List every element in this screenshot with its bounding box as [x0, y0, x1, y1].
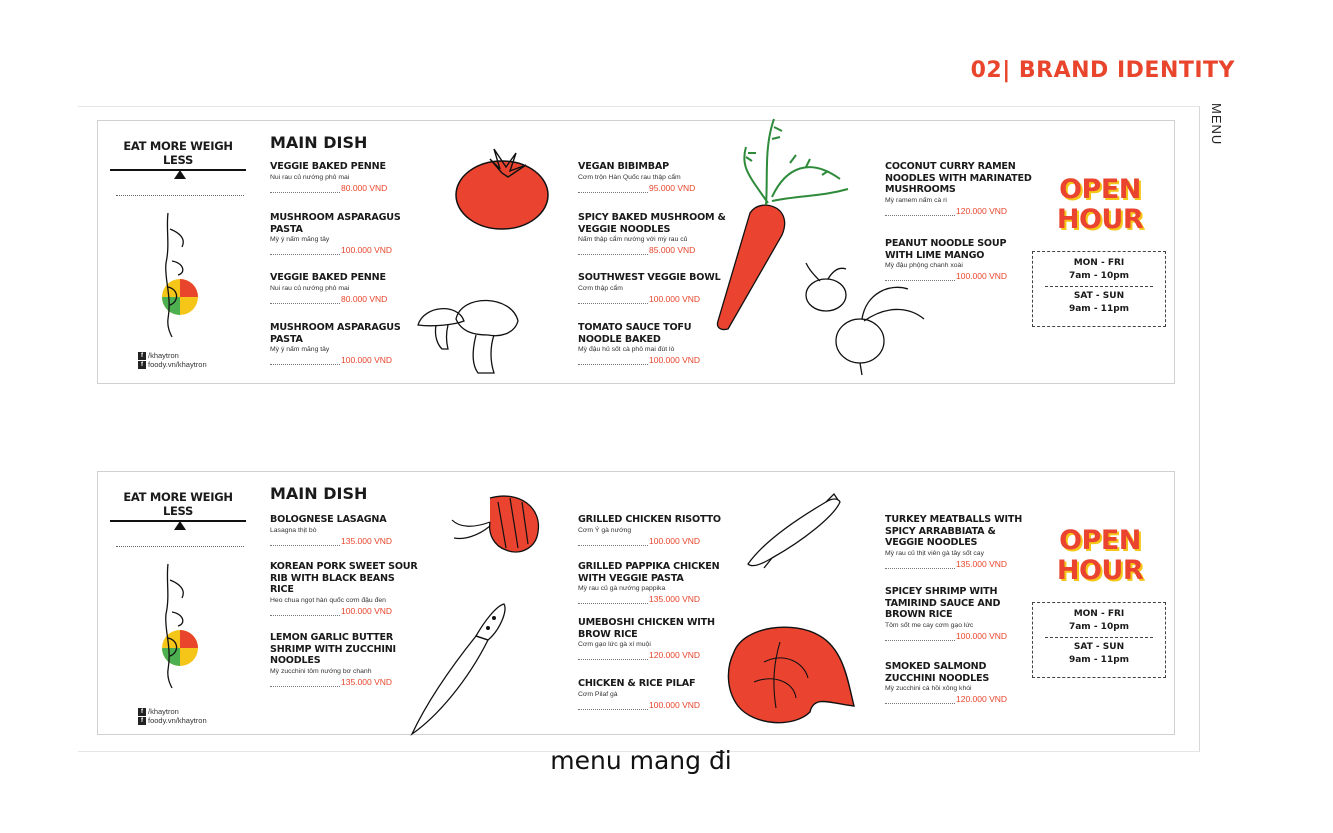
menu-card-protein — [97, 471, 1175, 735]
item-price: 100.000 VND — [649, 355, 701, 365]
fish-illustration-icon — [742, 494, 842, 570]
tomato-illustration-icon — [454, 143, 554, 233]
section-heading: 02| BRAND IDENTITY — [970, 58, 1235, 83]
menu-item: GRILLED PAPPIKA CHICKEN WITH VEGGIE PASTA Mỳ rau củ gà nướng pappika 135.000 VND — [578, 561, 720, 604]
brand-block — [110, 139, 250, 196]
open-hour-title: OPEN HOUR — [1056, 174, 1144, 235]
menu-item: TOMATO SAUCE TOFU NOODLE BAKED Mỳ đậu hủ sốt cà phô mai đút lò 100.000 VND — [578, 322, 701, 365]
weekend-hours: 9am - 11pm — [1068, 655, 1130, 665]
menu-item: MUSHROOM ASPARAGUS PASTA Mỳ ý nấm măng tây 100.000 VND — [270, 322, 401, 365]
facebook-icon: f — [138, 708, 146, 716]
side-menu-label: MENU — [1209, 103, 1224, 146]
dotted-divider — [116, 195, 244, 196]
item-price: 100.000 VND — [341, 245, 393, 255]
open-hour-title: OPEN HOUR — [1056, 525, 1144, 586]
brand-block — [110, 490, 250, 547]
menu-item: TURKEY MEATBALLS WITH SPICY ARRABBIATA & VEGGIE NOODLES Mỳ rau củ thịt viên gà tây sốt cay 135.000 VND — [885, 514, 1023, 569]
item-price: 100.000 VND — [649, 535, 701, 546]
triangle-icon — [174, 521, 186, 530]
item-price: 100.000 VND — [649, 699, 701, 710]
weekend-label: SAT - SUN — [1073, 291, 1125, 301]
menu-item: BOLOGNESE LASAGNA Lasagna thịt bò 135.000 VND — [270, 514, 393, 546]
item-price: 120.000 VND — [956, 205, 1008, 216]
foody-link[interactable]: foody.vn/khaytron — [148, 360, 207, 370]
menu-item: COCONUT CURRY RAMEN NOODLES WITH MARINATED MUSHROOMS Mỳ ramem nấm cà ri 120.000 VND — [885, 161, 1032, 216]
item-price: 100.000 VND — [649, 293, 701, 304]
menu-item: CHICKEN & RICE PILAF Cơm Pilaf gà 100.000 VND — [578, 678, 701, 710]
menu-item: SPICY BAKED MUSHROOM & VEGGIE NOODLES Nấm thập cẩm nướng với mỳ rau củ 85.000 VND — [578, 212, 726, 255]
item-price: 85.000 VND — [649, 245, 696, 255]
item-price: 100.000 VND — [341, 605, 393, 616]
menu-item: SPICEY SHRIMP WITH TAMIRIND SAUCE AND BROWN RICE Tôm sốt me cay cơm gạo lức 100.000 VND — [885, 586, 1008, 641]
weekday-label: MON - FRI — [1073, 609, 1125, 619]
foody-link[interactable]: foody.vn/khaytron — [148, 716, 207, 726]
menu-card-vegetarian — [97, 120, 1175, 384]
menu-item: UMEBOSHI CHICKEN WITH BROW RICE Cơm gạo lức gà xí muội 120.000 VND — [578, 617, 715, 660]
caption: menu mang đi — [550, 746, 732, 775]
social-links — [138, 707, 207, 725]
mushroom-illustration-icon — [414, 291, 524, 381]
item-price: 135.000 VND — [341, 676, 393, 687]
menu-item: VEGAN BIBIMBAP Cơm trộn Hàn Quốc rau thập cẩm 95.000 VND — [578, 161, 696, 193]
item-price: 120.000 VND — [956, 694, 1008, 704]
item-price: 95.000 VND — [649, 182, 696, 193]
item-price: 80.000 VND — [341, 182, 388, 193]
menu-item: PEANUT NOODLE SOUP WITH LIME MANGO Mỳ đậu phộng chanh xoài 100.000 VND — [885, 238, 1008, 281]
weekend-label: SAT - SUN — [1073, 642, 1125, 652]
triangle-icon — [174, 170, 186, 179]
weekend-hours: 9am - 11pm — [1068, 304, 1130, 314]
salmon-steak-illustration-icon — [724, 622, 864, 726]
opening-hours-box — [1032, 602, 1166, 678]
menu-item: VEGGIE BAKED PENNE Nui rau củ nướng phô mai 80.000 VND — [270, 161, 388, 193]
khaytron-logo-icon — [156, 209, 206, 339]
khaytron-logo-icon — [156, 560, 206, 690]
menu-title: MAIN DISH — [270, 133, 368, 152]
dotted-divider — [116, 546, 244, 547]
foody-icon: f — [138, 717, 146, 725]
item-price: 100.000 VND — [956, 271, 1008, 281]
item-price: 100.000 VND — [341, 355, 393, 365]
menu-item: KOREAN PORK SWEET SOUR RIB WITH BLACK BEANS RICE Heo chua ngọt hàn quốc cơm đậu đen 100.000 VND — [270, 561, 418, 616]
menu-title: MAIN DISH — [270, 484, 368, 503]
menu-item: VEGGIE BAKED PENNE Nui rau củ nướng phô mai 80.000 VND — [270, 272, 388, 304]
menu-item: LEMON GARLIC BUTTER SHRIMP WITH ZUCCHINI NOODLES Mỳ zucchini tôm nướng bơ chanh 135.000 VND — [270, 632, 396, 687]
menu-item: MUSHROOM ASPARAGUS PASTA Mỳ ý nấm măng tây 100.000 VND — [270, 212, 401, 255]
weekday-label: MON - FRI — [1073, 258, 1125, 268]
weekday-hours: 7am - 10pm — [1068, 271, 1130, 281]
facebook-handle[interactable]: /khaytron — [148, 707, 179, 716]
social-links — [138, 351, 207, 369]
item-price: 120.000 VND — [649, 650, 701, 660]
item-price: 80.000 VND — [341, 293, 388, 304]
knife-illustration-icon — [408, 600, 508, 736]
foody-icon: f — [138, 361, 146, 369]
shrimp-illustration-icon — [450, 488, 546, 558]
menu-item: GRILLED CHICKEN RISOTTO Cơm Ý gà nướng 100.000 VND — [578, 514, 721, 546]
opening-hours-box — [1032, 251, 1166, 327]
item-price: 100.000 VND — [956, 630, 1008, 641]
facebook-icon: f — [138, 352, 146, 360]
slogan: EAT MORE WEIGH LESS — [110, 490, 246, 522]
facebook-handle[interactable]: /khaytron — [148, 351, 179, 360]
weekday-hours: 7am - 10pm — [1068, 622, 1130, 632]
item-price: 135.000 VND — [956, 558, 1008, 569]
menu-item: SMOKED SALMOND ZUCCHINI NOODLES Mỳ zucchini cá hồi xông khói 120.000 VND — [885, 661, 1008, 704]
item-price: 135.000 VND — [341, 535, 393, 546]
slogan: EAT MORE WEIGH LESS — [110, 139, 246, 171]
item-price: 135.000 VND — [649, 594, 701, 604]
menu-item: SOUTHWEST VEGGIE BOWL Cơm thập cẩm 100.000 VND — [578, 272, 721, 304]
